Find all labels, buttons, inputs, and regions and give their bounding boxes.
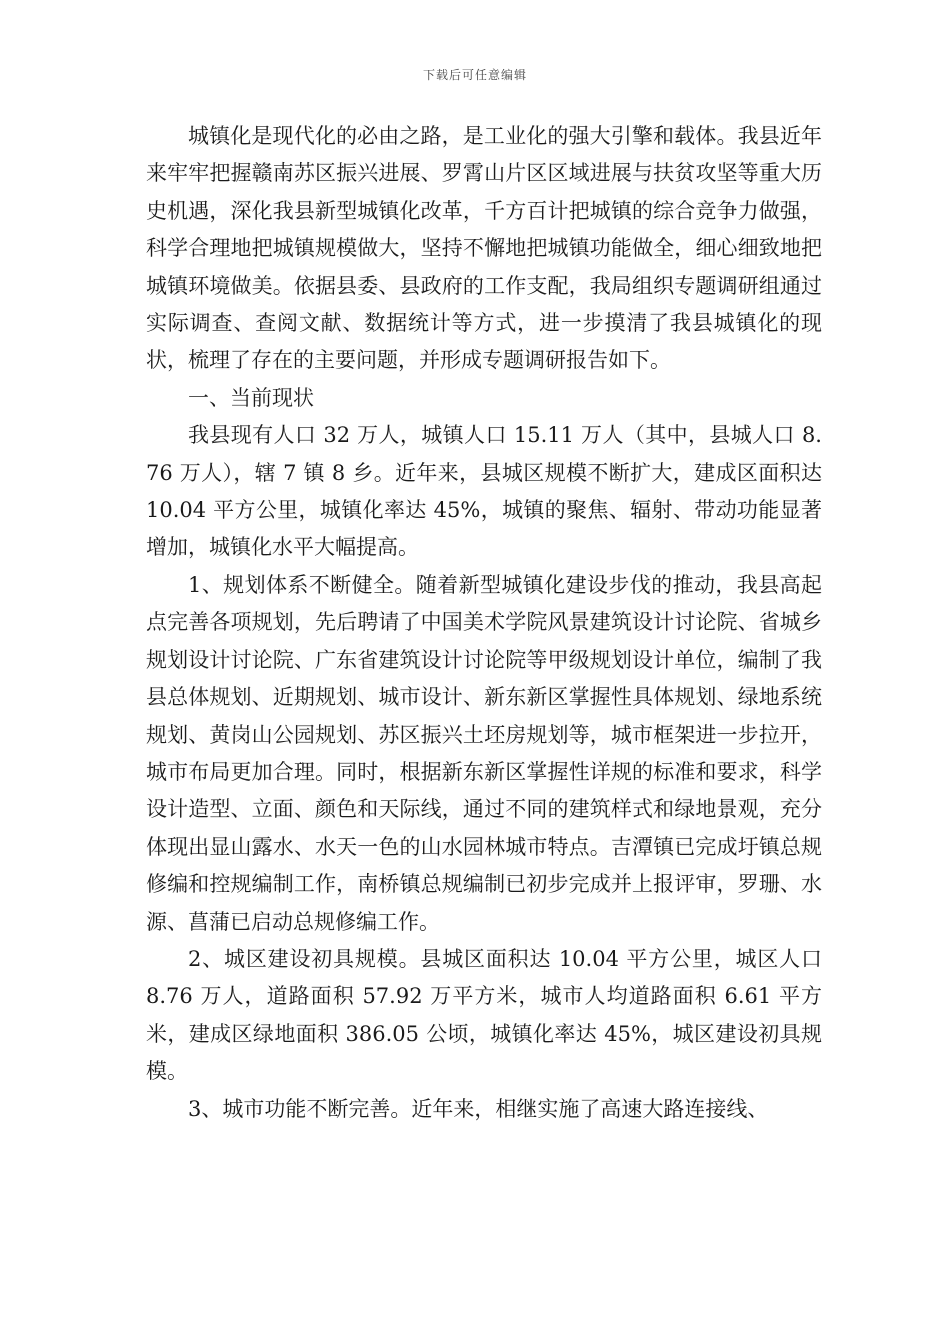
paragraph-planning-system: 1、规划体系不断健全。随着新型城镇化建设步伐的推动，我县高起点完善各项规划，先后聘请了中国美术学院风景建筑设计讨论院、省城乡规划设计讨论院、广东省建筑设计讨论院等甲级规划设计单位，编制了我县总体规划、近期规划、城市设计、新东新区掌握性具体规划、绿地系统规划、黄岗山公园规划、苏区振兴土坯房规划等，城市框架进一步拉开，城市布局更加合理。同时，根据新东新区掌握性详规的标准和要求，科学设计造型、立面、颜色和天际线，通过不同的建筑样式和绿地景观，充分体现出显山露水、水天一色的山水园林城市特点。吉潭镇已完成圩镇总规修编和控规编制工作，南桥镇总规编制已初步完成并上报评审，罗珊、水源、菖蒲已启动总规修编工作。 bbox=[146, 572, 822, 934]
document-body bbox=[146, 118, 822, 1128]
paragraph-population: 我县现有人口 32 万人，城镇人口 15.11 万人（其中，县城人口 8.76 万人），辖 7 镇 8 乡。近年来，县城区规模不断扩大，建成区面积达 10.04 平方公里，城镇化率达 45%，城镇的聚焦、辐射、带动功能显著增加，城镇化水平大幅提高。 bbox=[146, 423, 822, 560]
paragraph-intro: 城镇化是现代化的必由之路，是工业化的强大引擎和载体。我县近年来牢牢把握赣南苏区振兴进展、罗霄山片区区域进展与扶贫攻坚等重大历史机遇，深化我县新型城镇化改革，千方百计把城镇的综合竞争力做强，科学合理地把城镇规模做大，坚持不懈地把城镇功能做全，细心细致地把城镇环境做美。依据县委、县政府的工作支配，我局组织专题调研组通过实际调查、查阅文献、数据统计等方式，进一步摸清了我县城镇化的现状，梳理了存在的主要问题，并形成专题调研报告如下。 bbox=[146, 124, 822, 373]
section-heading-current-status: 一、当前现状 bbox=[188, 385, 314, 410]
paragraph-urban-construction: 2、城区建设初具规模。县城区面积达 10.04 平方公里，城区人口 8.76 万人，道路面积 57.92 万平方米，城市人均道路面积 6.61 平方米，建成区绿地面积 386.05 公顷，城镇化率达 45%，城区建设初具规模。 bbox=[146, 946, 822, 1084]
page-header-note: 下载后可任意编辑 bbox=[422, 68, 527, 82]
paragraph-urban-function: 3、城市功能不断完善。近年来，相继实施了高速大路连接线、 bbox=[188, 1096, 769, 1121]
